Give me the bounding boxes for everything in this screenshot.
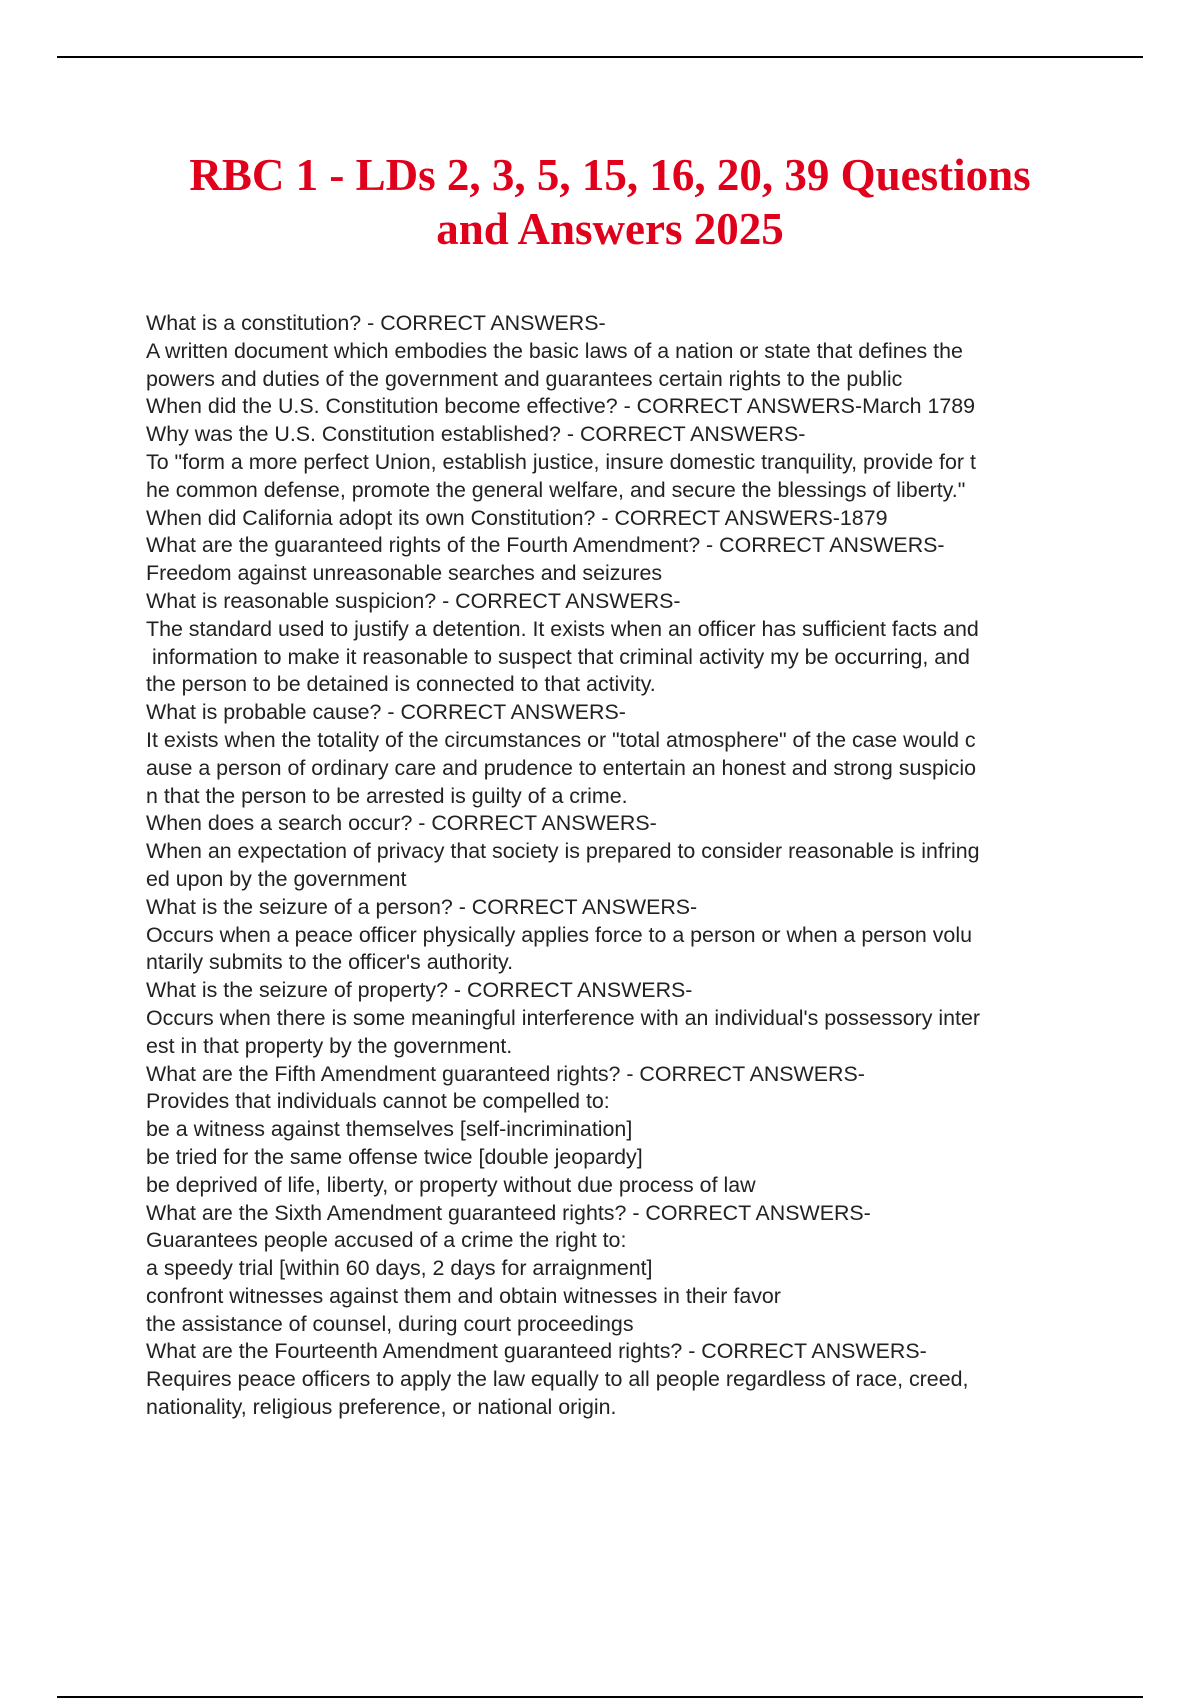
text-line: Guarantees people accused of a crime the right to: bbox=[146, 1228, 627, 1253]
text-line: the person to be detained is connected to that activity. bbox=[146, 672, 656, 697]
text-line: When did the U.S. Constitution become effective? - CORRECT ANSWERS-March 1789 bbox=[146, 394, 976, 419]
text-line: To "form a more perfect Union, establish justice, insure domestic tranquility, provide for t bbox=[146, 449, 976, 474]
text-line: What is probable cause? - CORRECT ANSWERS- bbox=[146, 700, 626, 725]
text-line: Provides that individuals cannot be compelled to: bbox=[146, 1089, 610, 1114]
text-line: Freedom against unreasonable searches and seizures bbox=[146, 561, 663, 586]
text-line: What are the Fourteenth Amendment guaranteed rights? - CORRECT ANSWERS- bbox=[146, 1339, 927, 1364]
text-line: Occurs when there is some meaningful interference with an individual's possessory inter bbox=[146, 1005, 980, 1030]
footer-rule bbox=[57, 1696, 1143, 1698]
text-line: ntarily submits to the officer's authority. bbox=[146, 950, 514, 975]
text-line: he common defense, promote the general welfare, and secure the blessings of liberty." bbox=[146, 477, 966, 502]
header-rule bbox=[57, 56, 1143, 58]
text-line: a speedy trial [within 60 days, 2 days for arraignment] bbox=[146, 1256, 653, 1281]
document-title-line: RBC 1 - LDs 2, 3, 5, 15, 16, 20, 39 Questions bbox=[189, 150, 1031, 200]
qa-body bbox=[146, 310, 1146, 1422]
text-line: nationality, religious preference, or national origin. bbox=[146, 1395, 617, 1420]
text-line: Why was the U.S. Constitution established? - CORRECT ANSWERS- bbox=[146, 422, 806, 447]
text-line: What is the seizure of property? - CORRECT ANSWERS- bbox=[146, 978, 693, 1003]
text-line: be a witness against themselves [self-incrimination] bbox=[146, 1117, 633, 1142]
text-line: A written document which embodies the basic laws of a nation or state that defines the bbox=[146, 338, 963, 363]
text-line: n that the person to be arrested is guilty of a crime. bbox=[146, 783, 628, 808]
text-line: ed upon by the government bbox=[146, 866, 407, 891]
text-line: be tried for the same offense twice [double jeopardy] bbox=[146, 1144, 643, 1169]
text-line: What is a constitution? - CORRECT ANSWERS- bbox=[146, 311, 606, 335]
text-line: The standard used to justify a detention. It exists when an officer has sufficient facts and bbox=[146, 616, 979, 641]
text-line: be deprived of life, liberty, or property without due process of law bbox=[146, 1172, 756, 1197]
text-line: What are the Fifth Amendment guaranteed rights? - CORRECT ANSWERS- bbox=[146, 1061, 865, 1086]
text-line: What are the guaranteed rights of the Fourth Amendment? - CORRECT ANSWERS- bbox=[146, 533, 945, 558]
text-line: What are the Sixth Amendment guaranteed rights? - CORRECT ANSWERS- bbox=[146, 1200, 871, 1225]
text-line: Occurs when a peace officer physically applies force to a person or when a person volu bbox=[146, 922, 972, 947]
text-line: powers and duties of the government and guarantees certain rights to the public bbox=[146, 366, 903, 391]
text-line: Requires peace officers to apply the law equally to all people regardless of race, creed, bbox=[146, 1367, 969, 1392]
text-line: When did California adopt its own Constitution? - CORRECT ANSWERS-1879 bbox=[146, 505, 888, 530]
text-line: What is reasonable suspicion? - CORRECT ANSWERS- bbox=[146, 588, 681, 613]
text-line: ause a person of ordinary care and prudence to entertain an honest and strong suspicio bbox=[146, 755, 977, 780]
document-title bbox=[60, 148, 1160, 256]
text-line: confront witnesses against them and obtain witnesses in their favor bbox=[146, 1283, 781, 1308]
text-line: What is the seizure of a person? - CORRECT ANSWERS- bbox=[146, 894, 698, 919]
text-line: It exists when the totality of the circumstances or "total atmosphere" of the case would c bbox=[146, 727, 976, 752]
text-line: When an expectation of privacy that society is prepared to consider reasonable is infring bbox=[146, 839, 980, 864]
text-line: est in that property by the government. bbox=[146, 1033, 513, 1058]
text-line: When does a search occur? - CORRECT ANSWERS- bbox=[146, 811, 657, 836]
document-title-line: and Answers 2025 bbox=[436, 204, 784, 254]
text-line: the assistance of counsel, during court proceedings bbox=[146, 1311, 634, 1336]
text-line: information to make it reasonable to suspect that criminal activity my be occurring, and bbox=[146, 644, 970, 669]
